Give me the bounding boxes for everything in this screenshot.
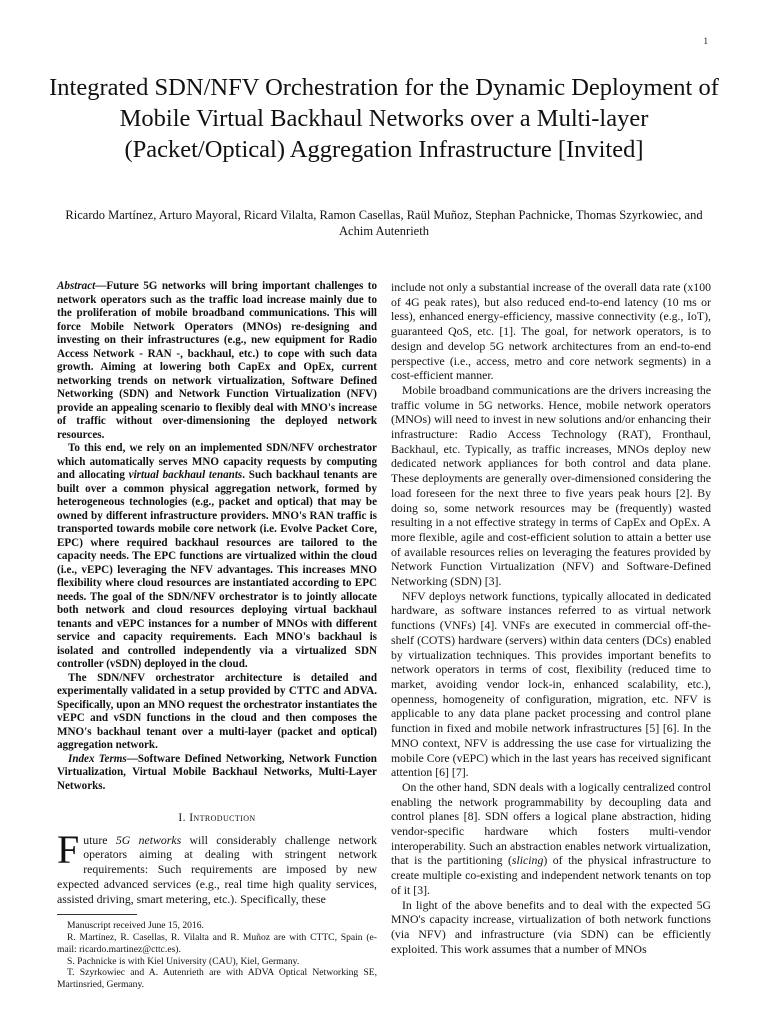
body-text-4a: On the other hand, SDN deals with a logically centralized control enabling the network programmability by decoupling data and control planes [8]. SDN offers a logical plane abstraction, hiding vendor-specific hardware which fosters multi-vendor interoperability. Such an abstraction enables network virtualization, that is the partitioning ( [391, 779, 711, 868]
index-terms-lead: Index Terms [68, 752, 127, 765]
body-paragraph-5: In light of the above benefits and to deal with the expected 5G MNO's capacity increase, virtualization of both network functions (via NFV) and infrastructure (via SDN) can be efficiently exploited. This work assumes that a number of MNOs [391, 897, 711, 956]
body-paragraph-2: Mobile broadband communications are the drivers increasing the traffic volume in 5G networks. Hence, mobile network operators (MNOs) will need to invest in new solutions and/or enhancing their infrastructure: Radio Access Technology (RAT), Fronthaul, Backhaul, etc. Typically, as traffic increases, MNOs deploy new dedicated network appliances for both control and data plane. These deployments are generally over-dimensioned considering the load foreseen for the next three to five years peak hours [2]. By doing so, some network resources may be (frequently) wasted resulting in a not effective strategy in terms of CapEx and OpEx. A more flexible, agile and cost-efficient solution to attain a better use of available resources relies on leveraging the features provided by Network Function Virtualization (NFV) and Software-Defined Networking (SDN) [3]. [391, 382, 711, 589]
drop-cap: F [57, 826, 80, 872]
footnote-rule [57, 914, 137, 915]
abstract-paragraph-1 [57, 280, 377, 442]
section-title: Introduction [189, 812, 256, 824]
body-text-4b: ) of the physical infrastructure to create multiple co-existing and independent network tenants on top of it [3]. [391, 853, 711, 897]
author-list: Ricardo Martínez, Arturo Mayoral, Ricard Vilalta, Ramon Casellas, Raül Muñoz, Stephan Pachnicke, Thomas Szyrkowiec, and Achim Autenrieth [65, 208, 703, 238]
abstract-emphasis: virtual backhaul tenants [128, 469, 243, 481]
body-paragraph-3: NFV deploys network functions, typically allocated in dedicated hardware, as software instances referred to as virtual network functions (VNFs) [4]. VNFs are executed in commercial off-the-shelf (COTS) hardware (servers) within data centers (DCs) enabled by virtualization techniques. This provides important benefits to network operators in terms of cost, flexibility (reduced time to market, avoiding vendor lock-in, enhanced scalability, etc.), openness, homogeneity of configuration, migration, etc. NFV is applicable to any data plane packet processing and control plane function in fixed and mobile network infrastructures [5] [6]. In the MNO context, NFV is addressing the use case for virtualizing the mobile Core (vEPC) which in the last years has received significant attention [6] [7]. [391, 588, 711, 780]
body-emphasis: slicing [511, 853, 544, 868]
abstract-lead: Abstract [57, 280, 96, 292]
index-terms-text: —Software Defined Networking, Network Function Virtualization, Virtual Mobile Backhaul Networks, Multi-Layer Networks. [57, 752, 377, 792]
intro-paragraph [57, 826, 377, 907]
index-terms [57, 753, 377, 794]
footnote: S. Pachnicke is with Kiel University (CAU), Kiel, Germany. [67, 955, 300, 967]
intro-text-b: will considerably challenge network operators aiming at dealing with stringent network requirements: Such requirements are imposed by new expected advanced services (e.g., real time high quality services, assisted driving, smart metering, etc.). Specifically, these [57, 832, 377, 906]
body-paragraph-1: include not only a substantial increase of the overall data rate (x100 of 4G peak rates), but also reduced end-to-end latency (10 ms or less), enhanced energy-efficiency, massive connectivity (e.g., IoT), guaranteed QoS, etc. [1]. The goal, for network operators, is to design and develop 5G network architectures from an end-to-end perspective (i.e., access, metro and core network segments) in a cost-efficient manner. [391, 280, 711, 383]
footnote: T. Szyrkowiec and A. Autenrieth are with ADVA Optical Networking SE, Martinsried, Germany. [57, 967, 377, 991]
abstract [57, 280, 377, 753]
intro-text-a: uture [83, 832, 116, 847]
footnote: Manuscript received June 15, 2016. [67, 920, 204, 932]
abstract-text-2a: To this end, we rely on an implemented SDN/NFV orchestrator which automatically serves MNO capacity requests by computing and allocating [57, 442, 377, 481]
left-column [57, 280, 377, 991]
abstract-paragraph-3: The SDN/NFV orchestrator architecture is detailed and experimentally validated in a setup provided by CTTC and ADVA. Specifically, upon an MNO request the orchestrator instantiates the vEPC and vSDN functions in the cloud and then composes the MNO's backhaul tenant over a multi-layer (packet and optical) aggregation network. [57, 671, 377, 751]
intro-emphasis: 5G networks [115, 832, 182, 847]
body-paragraph-4 [391, 780, 711, 898]
section-number: I. [178, 812, 186, 824]
footnotes [57, 920, 377, 991]
abstract-paragraph-2 [57, 442, 377, 672]
footnote: R. Martínez, R. Casellas, R. Vilalta and R. Muñoz are with CTTC, Spain (e-mail: ricardo.martinez@cttc.es). [57, 932, 377, 955]
abstract-text-2b: . Such backhaul tenants are built over a common physical aggregation network, formed by heterogeneous technologies (e.g., packet and optical) that may be owned by different infrastructure providers. MNO's RAN traffic is transported towards mobile core network (i.e. Evolve Packet Core, EPC) where required backhaul resources are tailored to the capacity needs. The EPC functions are virtualized within the cloud (i.e., vEPC) leveraging the NFV advantages. This increases MNO flexibility where cloud resources are instantiated according to EPC needs. The goal of the SDN/NFV orchestrator is to jointly allocate both network and cloud resources deploying virtual backhaul tenants and vEPC instances for a number of MNOs with different service and capacity requirements. Each MNO's backhaul is isolated and controlled independently via a virtualized SDN controller (vSDN) deployed in the cloud. [57, 469, 378, 670]
right-column [391, 280, 711, 956]
paper-title: Integrated SDN/NFV Orchestration for the Dynamic Deployment of Mobile Virtual Backhaul Networks over a Multi-layer (Packet/Optical) Aggregation Infrastructure [Invited] [49, 74, 719, 163]
page-number: 1 [703, 36, 708, 46]
section-heading [57, 811, 377, 826]
abstract-text-1: —Future 5G networks will bring important challenges to network operators such as the traffic load increase mainly due to the proliferation of mobile broadband communications. This will force Mobile Network Operators (MNOs) re-designing and investing on their infrastructures (e.g., new equipment for Radio Access Network - RAN -, backhaul, etc.) to cope with such data growth. Aiming at lowering both CapEx and OpEx, current networking trends on network virtualization, Software Defined Networking (SDN) and Network Function Virtualization (NFV) provide an appealing scenario to flexibly deal with MNO's increase of traffic without over-dimensioning the deployed network resources. [57, 280, 377, 441]
